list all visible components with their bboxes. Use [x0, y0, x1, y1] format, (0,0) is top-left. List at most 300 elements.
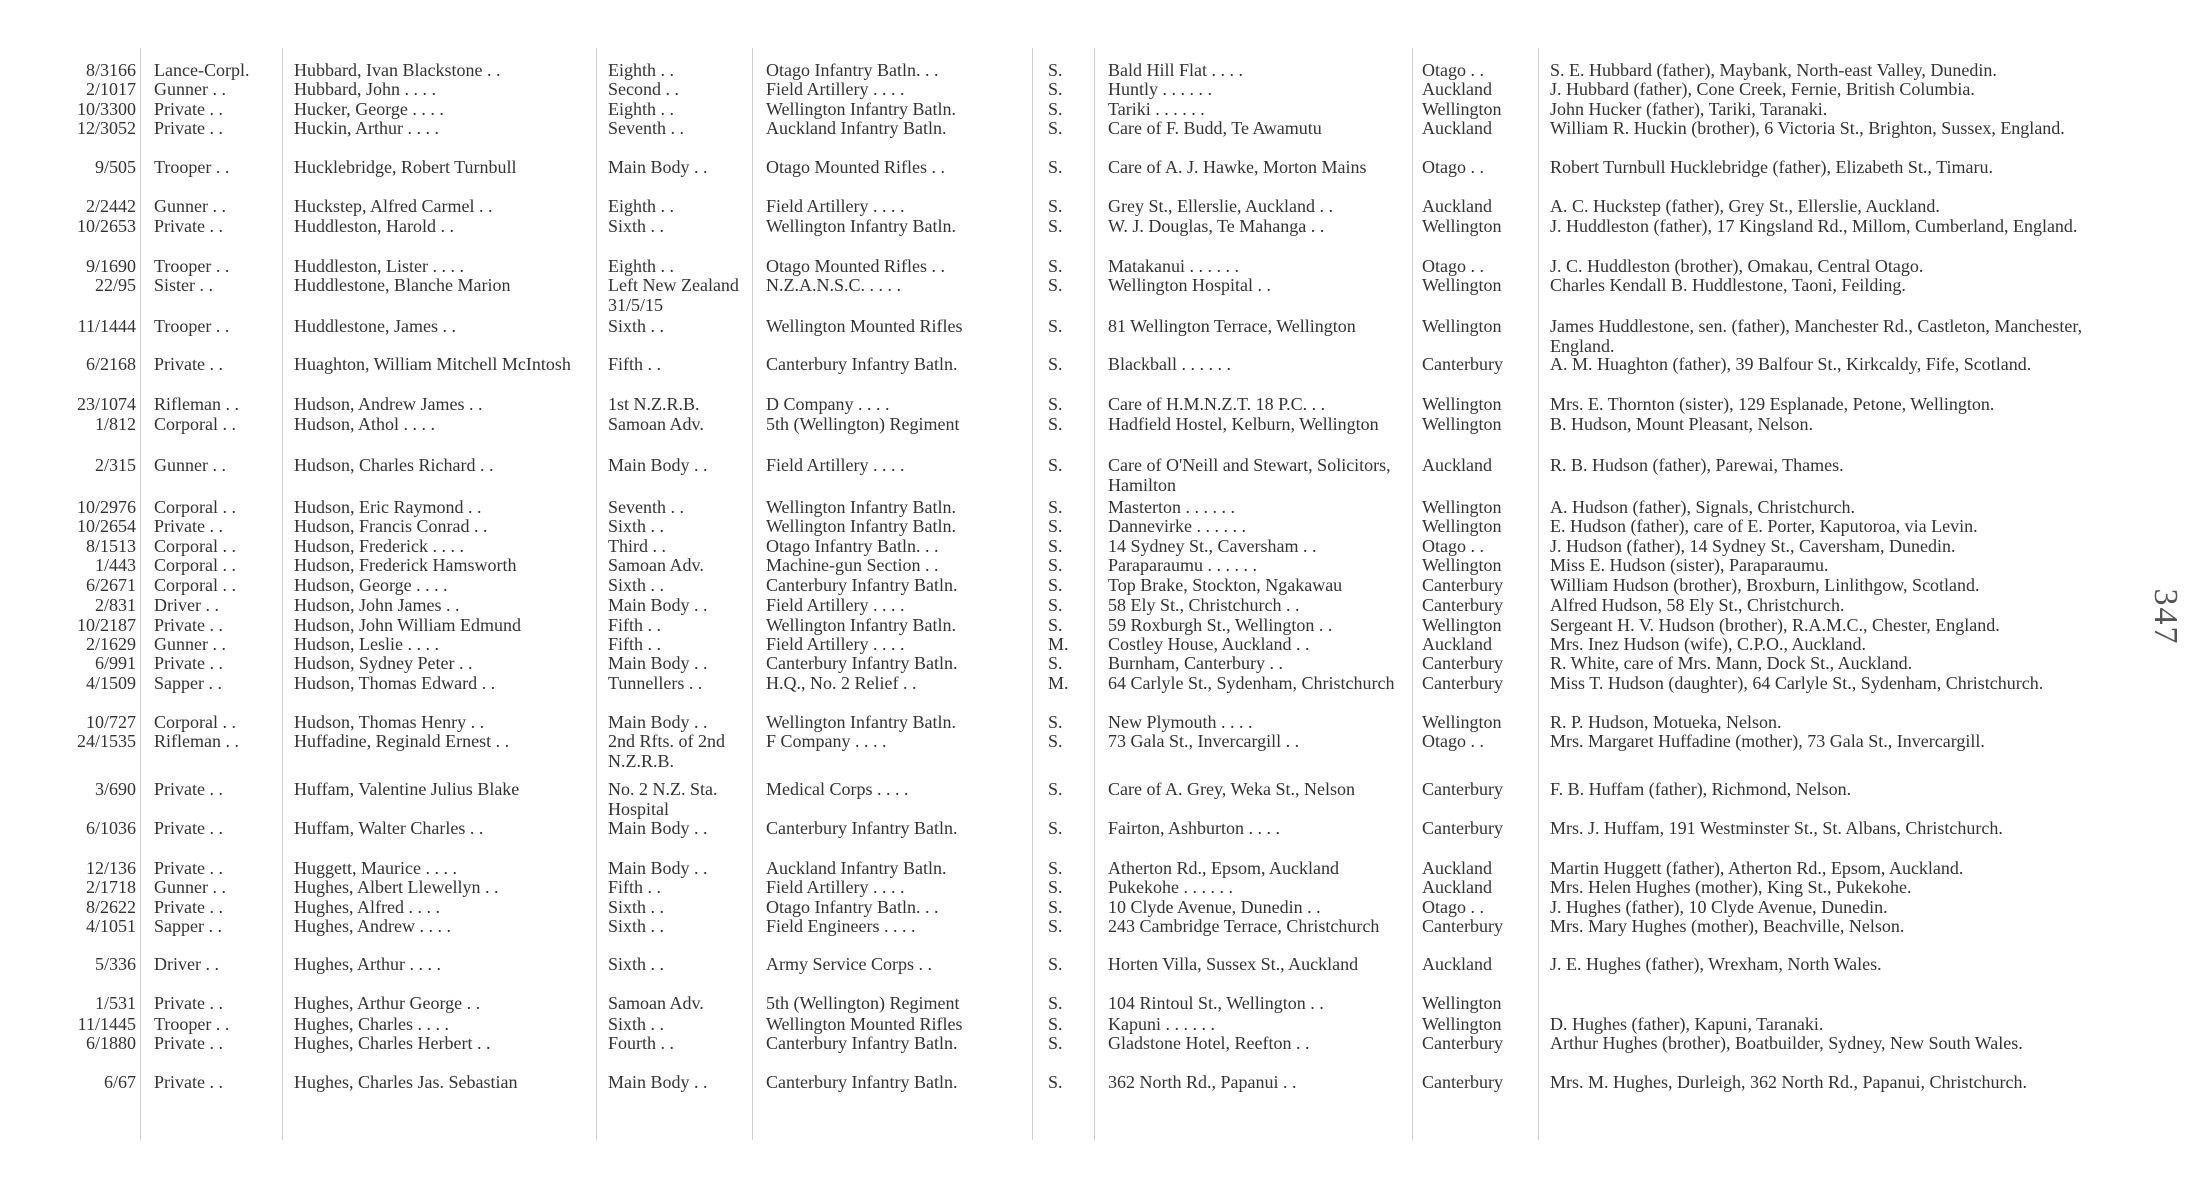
service-number: 10/727 [85, 712, 136, 732]
next-of-kin: J. Huddleston (father), 17 Kingsland Rd., Millom, Cumberland, England. [1550, 216, 2078, 236]
draft: Fifth . . [608, 634, 662, 654]
soldier-name: Hudson, Andrew James . . [294, 394, 483, 414]
unit: Canterbury Infantry Batln. [766, 354, 958, 374]
unit: Army Service Corps . . [766, 954, 932, 974]
next-of-kin: William R. Huckin (brother), 6 Victoria St., Brighton, Sussex, England. [1550, 118, 2065, 138]
service-number: 6/67 [103, 1072, 136, 1092]
rank: Private . . [154, 216, 223, 236]
service-number: 6/2671 [85, 575, 136, 595]
soldier-name: Hudson, Thomas Edward . . [294, 673, 496, 693]
rank: Driver . . [154, 595, 219, 615]
rank: Private . . [154, 858, 223, 878]
district: Canterbury [1422, 916, 1503, 936]
draft: Third . . [608, 536, 666, 556]
last-address: Masterton . . . . . . [1108, 497, 1235, 517]
soldier-name: Hudson, Frederick Hamsworth [294, 555, 517, 575]
district: Wellington [1422, 555, 1502, 575]
district: Canterbury [1422, 354, 1503, 374]
draft: Sixth . . [608, 954, 665, 974]
district: Auckland [1422, 877, 1492, 897]
unit: Field Artillery . . . . [766, 196, 905, 216]
marital-status: S. [1048, 354, 1063, 374]
service-number: 10/2976 [76, 497, 136, 517]
last-address: Wellington Hospital . . [1108, 275, 1272, 295]
district: Wellington [1422, 1014, 1502, 1034]
last-address: Bald Hill Flat . . . . [1108, 60, 1243, 80]
soldier-name: Hughes, Albert Llewellyn . . [294, 877, 499, 897]
district: Auckland [1422, 954, 1492, 974]
service-number: 12/136 [85, 858, 136, 878]
next-of-kin: F. B. Huffam (father), Richmond, Nelson. [1550, 779, 1852, 799]
service-number: 9/505 [94, 157, 136, 177]
rank: Rifleman . . [154, 394, 239, 414]
service-number: 10/2653 [76, 216, 136, 236]
rank: Private . . [154, 1072, 223, 1092]
district: Auckland [1422, 79, 1492, 99]
marital-status: S. [1048, 216, 1063, 236]
marital-status: S. [1048, 256, 1063, 276]
unit: Otago Infantry Batln. . . [766, 60, 939, 80]
soldier-name: Hughes, Arthur . . . . [294, 954, 441, 974]
unit: Auckland Infantry Batln. [766, 858, 947, 878]
marital-status: S. [1048, 1072, 1063, 1092]
district: Wellington [1422, 615, 1502, 635]
next-of-kin: Mrs. J. Huffam, 191 Westminster St., St. Albans, Christchurch. [1550, 818, 2003, 838]
service-number: 23/1074 [76, 394, 136, 414]
draft: 2nd Rfts. of 2nd N.Z.R.B. [608, 731, 725, 771]
draft: Eighth . . [608, 256, 674, 276]
marital-status: S. [1048, 516, 1063, 536]
marital-status: S. [1048, 536, 1063, 556]
last-address: Kapuni . . . . . . [1108, 1014, 1215, 1034]
draft: Seventh . . [608, 497, 684, 517]
soldier-name: Hughes, Alfred . . . . [294, 897, 440, 917]
page-number: 347 [2147, 588, 2184, 646]
next-of-kin: B. Hudson, Mount Pleasant, Nelson. [1550, 414, 1813, 434]
unit: Wellington Mounted Rifles [766, 1014, 963, 1034]
marital-status: S. [1048, 555, 1063, 575]
last-address: 104 Rintoul St., Wellington . . [1108, 993, 1324, 1013]
unit: Canterbury Infantry Batln. [766, 653, 958, 673]
soldier-name: Huddlestone, Blanche Marion [294, 275, 511, 295]
draft: Fifth . . [608, 354, 662, 374]
rank: Trooper . . [154, 316, 230, 336]
marital-status: S. [1048, 779, 1063, 799]
next-of-kin: A. Hudson (father), Signals, Christchurch. [1550, 497, 1855, 517]
soldier-name: Hughes, Charles . . . . [294, 1014, 449, 1034]
unit: N.Z.A.N.S.C. . . . . [766, 275, 902, 295]
last-address: Care of F. Budd, Te Awamutu [1108, 118, 1322, 138]
last-address: 73 Gala St., Invercargill . . [1108, 731, 1300, 751]
service-number: 2/1017 [85, 79, 136, 99]
last-address: 58 Ely St., Christchurch . . [1108, 595, 1300, 615]
marital-status: S. [1048, 118, 1063, 138]
next-of-kin: Mrs. Mary Hughes (mother), Beachville, Nelson. [1550, 916, 1905, 936]
draft: Main Body . . [608, 818, 708, 838]
marital-status: S. [1048, 653, 1063, 673]
last-address: 362 North Rd., Papanui . . [1108, 1072, 1297, 1092]
soldier-name: Hubbard, John . . . . [294, 79, 436, 99]
next-of-kin: Robert Turnbull Hucklebridge (father), Elizabeth St., Timaru. [1550, 157, 1993, 177]
last-address: Hadfield Hostel, Kelburn, Wellington [1108, 414, 1379, 434]
unit: Wellington Infantry Batln. [766, 516, 957, 536]
soldier-name: Huddlestone, James . . [294, 316, 456, 336]
next-of-kin: Mrs. E. Thornton (sister), 129 Esplanade, Petone, Wellington. [1550, 394, 1995, 414]
rank: Private . . [154, 354, 223, 374]
marital-status: S. [1048, 60, 1063, 80]
draft: Sixth . . [608, 575, 665, 595]
rank: Private . . [154, 1033, 223, 1053]
rank: Private . . [154, 615, 223, 635]
marital-status: S. [1048, 196, 1063, 216]
unit: Machine-gun Section . . [766, 555, 939, 575]
rank: Sapper . . [154, 916, 222, 936]
next-of-kin: A. M. Huaghton (father), 39 Balfour St., Kirkcaldy, Fife, Scotland. [1550, 354, 2032, 374]
service-number: 1/812 [94, 414, 136, 434]
last-address: Atherton Rd., Epsom, Auckland [1108, 858, 1339, 878]
next-of-kin: Mrs. Margaret Huffadine (mother), 73 Gala St., Invercargill. [1550, 731, 1985, 751]
marital-status: S. [1048, 394, 1063, 414]
rank: Private . . [154, 993, 223, 1013]
service-number: 6/991 [94, 653, 136, 673]
last-address: Care of A. Grey, Weka St., Nelson [1108, 779, 1355, 799]
unit: Field Artillery . . . . [766, 634, 905, 654]
service-number: 6/1036 [85, 818, 136, 838]
last-address: Pukekohe . . . . . . [1108, 877, 1233, 897]
marital-status: S. [1048, 275, 1063, 295]
rank: Private . . [154, 516, 223, 536]
last-address: 59 Roxburgh St., Wellington . . [1108, 615, 1333, 635]
marital-status: M. [1048, 673, 1069, 693]
soldier-name: Huggett, Maurice . . . . [294, 858, 457, 878]
marital-status: S. [1048, 316, 1063, 336]
marital-status: S. [1048, 858, 1063, 878]
last-address: Horten Villa, Sussex St., Auckland [1108, 954, 1359, 974]
draft: Samoan Adv. [608, 993, 704, 1013]
soldier-name: Hudson, Thomas Henry . . [294, 712, 485, 732]
district: Wellington [1422, 516, 1502, 536]
unit: Wellington Infantry Batln. [766, 712, 957, 732]
last-address: Huntly . . . . . . [1108, 79, 1213, 99]
last-address: New Plymouth . . . . [1108, 712, 1253, 732]
rank: Rifleman . . [154, 731, 239, 751]
district: Canterbury [1422, 595, 1503, 615]
service-number: 2/315 [94, 455, 136, 475]
district: Wellington [1422, 275, 1502, 295]
unit: Otago Mounted Rifles . . [766, 256, 945, 276]
rank: Gunner . . [154, 634, 226, 654]
unit: Wellington Infantry Batln. [766, 99, 957, 119]
draft: Eighth . . [608, 60, 674, 80]
next-of-kin: Sergeant H. V. Hudson (brother), R.A.M.C., Chester, England. [1550, 615, 2000, 635]
unit: Otago Infantry Batln. . . [766, 536, 939, 556]
marital-status: S. [1048, 575, 1063, 595]
draft: Eighth . . [608, 196, 674, 216]
unit: 5th (Wellington) Regiment [766, 414, 960, 434]
next-of-kin: Miss T. Hudson (daughter), 64 Carlyle St., Sydenham, Christchurch. [1550, 673, 2044, 693]
service-number: 2/1718 [85, 877, 136, 897]
district: Wellington [1422, 394, 1502, 414]
district: Auckland [1422, 634, 1492, 654]
draft: Sixth . . [608, 897, 665, 917]
service-number: 2/2442 [85, 196, 136, 216]
district: Canterbury [1422, 779, 1503, 799]
district: Otago . . [1422, 897, 1484, 917]
draft: Samoan Adv. [608, 414, 704, 434]
district: Wellington [1422, 712, 1502, 732]
next-of-kin: D. Hughes (father), Kapuni, Taranaki. [1550, 1014, 1824, 1034]
service-number: 1/443 [94, 555, 136, 575]
last-address: Top Brake, Stockton, Ngakawau [1108, 575, 1343, 595]
next-of-kin: William Hudson (brother), Broxburn, Linlithgow, Scotland. [1550, 575, 1980, 595]
service-number: 8/3166 [85, 60, 136, 80]
marital-status: S. [1048, 1033, 1063, 1053]
district: Auckland [1422, 858, 1492, 878]
rank: Private . . [154, 897, 223, 917]
service-number: 6/1880 [85, 1033, 136, 1053]
rank: Sapper . . [154, 673, 222, 693]
soldier-name: Hudson, Leslie . . . . [294, 634, 439, 654]
district: Canterbury [1422, 575, 1503, 595]
marital-status: S. [1048, 615, 1063, 635]
next-of-kin: Mrs. Inez Hudson (wife), C.P.O., Auckland. [1550, 634, 1866, 654]
last-address: Grey St., Ellerslie, Auckland . . [1108, 196, 1333, 216]
draft: Eighth . . [608, 99, 674, 119]
rank: Corporal . . [154, 575, 236, 595]
district: Otago . . [1422, 536, 1484, 556]
last-address: Dannevirke . . . . . . [1108, 516, 1246, 536]
unit: Field Artillery . . . . [766, 455, 905, 475]
draft: Sixth . . [608, 316, 665, 336]
last-address: Tariki . . . . . . [1108, 99, 1205, 119]
service-number: 10/3300 [76, 99, 136, 119]
next-of-kin: John Hucker (father), Tariki, Taranaki. [1550, 99, 1828, 119]
marital-status: S. [1048, 954, 1063, 974]
last-address: 81 Wellington Terrace, Wellington [1108, 316, 1356, 336]
unit: D Company . . . . [766, 394, 890, 414]
district: Wellington [1422, 993, 1502, 1013]
draft: Tunnellers . . [608, 673, 703, 693]
marital-status: S. [1048, 877, 1063, 897]
last-address: 64 Carlyle St., Sydenham, Christchurch [1108, 673, 1395, 693]
soldier-name: Hughes, Charles Herbert . . [294, 1033, 491, 1053]
rank: Sister . . [154, 275, 214, 295]
soldier-name: Hudson, Athol . . . . [294, 414, 436, 434]
soldier-name: Huddleston, Harold . . [294, 216, 454, 236]
unit: Wellington Infantry Batln. [766, 497, 957, 517]
marital-status: S. [1048, 731, 1063, 751]
soldier-name: Hucker, George . . . . [294, 99, 444, 119]
draft: Main Body . . [608, 712, 708, 732]
soldier-name: Hudson, Francis Conrad . . [294, 516, 488, 536]
rank: Gunner . . [154, 196, 226, 216]
marital-status: S. [1048, 993, 1063, 1013]
service-number: 8/1513 [85, 536, 136, 556]
district: Canterbury [1422, 1072, 1503, 1092]
last-address: Burnham, Canterbury . . [1108, 653, 1283, 673]
last-address: Care of A. J. Hawke, Morton Mains [1108, 157, 1367, 177]
soldier-name: Hucklebridge, Robert Turnbull [294, 157, 517, 177]
draft: 1st N.Z.R.B. [608, 394, 700, 414]
district: Wellington [1422, 497, 1502, 517]
next-of-kin: J. Hughes (father), 10 Clyde Avenue, Dunedin. [1550, 897, 1888, 917]
rank: Trooper . . [154, 1014, 230, 1034]
draft: Left New Zealand 31/5/15 [608, 275, 739, 315]
marital-status: S. [1048, 414, 1063, 434]
soldier-name: Hughes, Arthur George . . [294, 993, 481, 1013]
service-number: 10/2654 [76, 516, 136, 536]
unit: Field Artillery . . . . [766, 79, 905, 99]
draft: Fifth . . [608, 877, 662, 897]
service-number: 3/690 [94, 779, 136, 799]
marital-status: S. [1048, 79, 1063, 99]
soldier-name: Huffam, Valentine Julius Blake [294, 779, 520, 799]
marital-status: S. [1048, 99, 1063, 119]
last-address: Matakanui . . . . . . [1108, 256, 1239, 276]
service-number: 4/1051 [85, 916, 136, 936]
rank: Gunner . . [154, 79, 226, 99]
unit: Wellington Infantry Batln. [766, 216, 957, 236]
soldier-name: Huckstep, Alfred Carmel . . [294, 196, 493, 216]
next-of-kin: S. E. Hubbard (father), Maybank, North-east Valley, Dunedin. [1550, 60, 1997, 80]
service-number: 4/1509 [85, 673, 136, 693]
rank: Lance-Corpl. [154, 60, 250, 80]
last-address: Gladstone Hotel, Reefton . . [1108, 1033, 1310, 1053]
marital-status: S. [1048, 1014, 1063, 1034]
unit: Field Engineers . . . . [766, 916, 916, 936]
soldier-name: Huaghton, William Mitchell McIntosh [294, 354, 571, 374]
soldier-name: Hughes, Andrew . . . . [294, 916, 451, 936]
district: Otago . . [1422, 157, 1484, 177]
rank: Corporal . . [154, 536, 236, 556]
rank: Private . . [154, 653, 223, 673]
last-address: Costley House, Auckland . . [1108, 634, 1310, 654]
district: Canterbury [1422, 653, 1503, 673]
service-number: 11/1444 [77, 316, 136, 336]
rank: Corporal . . [154, 414, 236, 434]
district: Wellington [1422, 414, 1502, 434]
unit: Canterbury Infantry Batln. [766, 1033, 958, 1053]
next-of-kin: A. C. Huckstep (father), Grey St., Ellerslie, Auckland. [1550, 196, 1940, 216]
service-number: 22/95 [94, 275, 136, 295]
soldier-name: Huffadine, Reginald Ernest . . [294, 731, 510, 751]
draft: Main Body . . [608, 1072, 708, 1092]
district: Auckland [1422, 455, 1492, 475]
next-of-kin: J. C. Huddleston (brother), Omakau, Central Otago. [1550, 256, 1924, 276]
next-of-kin: Martin Huggett (father), Atherton Rd., Epsom, Auckland. [1550, 858, 1964, 878]
draft: Sixth . . [608, 916, 665, 936]
next-of-kin: J. E. Hughes (father), Wrexham, North Wales. [1550, 954, 1882, 974]
marital-status: S. [1048, 712, 1063, 732]
unit: Canterbury Infantry Batln. [766, 1072, 958, 1092]
unit: Auckland Infantry Batln. [766, 118, 947, 138]
service-number: 12/3052 [76, 118, 136, 138]
next-of-kin: Charles Kendall B. Huddlestone, Taoni, Feilding. [1550, 275, 1906, 295]
last-address: Care of O'Neill and Stewart, Solicitors, Hamilton [1108, 455, 1391, 495]
draft: Fourth . . [608, 1033, 675, 1053]
soldier-name: Huffam, Walter Charles . . [294, 818, 484, 838]
soldier-name: Huddleston, Lister . . . . [294, 256, 464, 276]
draft: Sixth . . [608, 216, 665, 236]
service-number: 24/1535 [76, 731, 136, 751]
marital-status: S. [1048, 455, 1063, 475]
draft: Sixth . . [608, 1014, 665, 1034]
marital-status: S. [1048, 916, 1063, 936]
service-number: 8/2622 [85, 897, 136, 917]
unit: Canterbury Infantry Batln. [766, 818, 958, 838]
rank: Private . . [154, 99, 223, 119]
draft: Main Body . . [608, 595, 708, 615]
next-of-kin: R. White, care of Mrs. Mann, Dock St., Auckland. [1550, 653, 1913, 673]
last-address: 243 Cambridge Terrace, Christchurch [1108, 916, 1380, 936]
service-number: 1/531 [94, 993, 136, 1013]
soldier-name: Hudson, Frederick . . . . [294, 536, 464, 556]
draft: Fifth . . [608, 615, 662, 635]
next-of-kin: Alfred Hudson, 58 Ely St., Christchurch. [1550, 595, 1845, 615]
soldier-name: Hudson, Eric Raymond . . [294, 497, 482, 517]
soldier-name: Hudson, George . . . . [294, 575, 448, 595]
soldier-name: Hudson, Sydney Peter . . [294, 653, 473, 673]
district: Auckland [1422, 196, 1492, 216]
marital-status: S. [1048, 157, 1063, 177]
next-of-kin: Miss E. Hudson (sister), Paraparaumu. [1550, 555, 1829, 575]
service-number: 11/1445 [77, 1014, 136, 1034]
soldier-name: Hubbard, Ivan Blackstone . . [294, 60, 501, 80]
draft: Seventh . . [608, 118, 684, 138]
next-of-kin: Arthur Hughes (brother), Boatbuilder, Sydney, New South Wales. [1550, 1033, 2023, 1053]
unit: Canterbury Infantry Batln. [766, 575, 958, 595]
draft: Second . . [608, 79, 679, 99]
last-address: Blackball . . . . . . [1108, 354, 1231, 374]
last-address: 14 Sydney St., Caversham . . [1108, 536, 1317, 556]
district: Canterbury [1422, 1033, 1503, 1053]
unit: Otago Infantry Batln. . . [766, 897, 939, 917]
last-address: Fairton, Ashburton . . . . [1108, 818, 1281, 838]
marital-status: S. [1048, 595, 1063, 615]
district: Otago . . [1422, 60, 1484, 80]
unit: Medical Corps . . . . [766, 779, 909, 799]
draft: Main Body . . [608, 157, 708, 177]
soldier-name: Hughes, Charles Jas. Sebastian [294, 1072, 518, 1092]
unit: Wellington Infantry Batln. [766, 615, 957, 635]
rank: Corporal . . [154, 555, 236, 575]
unit: Field Artillery . . . . [766, 877, 905, 897]
unit: 5th (Wellington) Regiment [766, 993, 960, 1013]
district: Canterbury [1422, 673, 1503, 693]
service-number: 2/831 [94, 595, 136, 615]
rank: Private . . [154, 118, 223, 138]
last-address: W. J. Douglas, Te Mahanga . . [1108, 216, 1325, 236]
draft: Main Body . . [608, 858, 708, 878]
marital-status: S. [1048, 818, 1063, 838]
marital-status: M. [1048, 634, 1069, 654]
unit: Wellington Mounted Rifles [766, 316, 963, 336]
district: Otago . . [1422, 731, 1484, 751]
soldier-name: Hudson, John William Edmund [294, 615, 521, 635]
last-address: 10 Clyde Avenue, Dunedin . . [1108, 897, 1321, 917]
next-of-kin: R. B. Hudson (father), Parewai, Thames. [1550, 455, 1844, 475]
next-of-kin: R. P. Hudson, Motueka, Nelson. [1550, 712, 1782, 732]
unit: Field Artillery . . . . [766, 595, 905, 615]
rank: Corporal . . [154, 712, 236, 732]
rank: Trooper . . [154, 256, 230, 276]
rank: Corporal . . [154, 497, 236, 517]
marital-status: S. [1048, 897, 1063, 917]
rank: Gunner . . [154, 455, 226, 475]
next-of-kin: Mrs. Helen Hughes (mother), King St., Pukekohe. [1550, 877, 1912, 897]
district: Wellington [1422, 316, 1502, 336]
service-number: 6/2168 [85, 354, 136, 374]
